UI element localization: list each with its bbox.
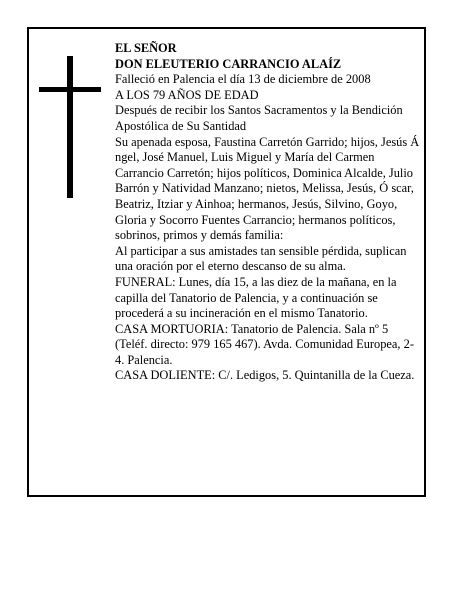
- deceased-name: DON ELEUTERIO CARRANCIO ALAÍZ: [115, 56, 342, 71]
- prayer-request: Al participar a sus amistades tan sensible pérdida, suplican una oración por el eterno descanso de su alma.: [115, 243, 407, 274]
- funeral-info: FUNERAL: Lunes, día 15, a las diez de la mañana, en la capilla del Tanatorio de Palencia, y a continuación se procederá a su incineración en el mismo Tanatorio.: [115, 274, 397, 321]
- deceased-title: EL SEÑOR: [115, 41, 177, 55]
- death-statement: Falleció en Palencia el día 13 de diciembre de 2008: [115, 72, 371, 87]
- obituary-notice: [27, 27, 426, 497]
- mortuary-info: CASA MORTUORIA: Tanatorio de Palencia. Sala nº 5 (Teléf. directo: 979 165 467). Avda. Comunidad Europea, 2-4. Palencia.: [115, 321, 414, 367]
- mourning-home-info: CASA DOLIENTE: C/. Ledigos, 5. Quintanilla de la Cueza.: [115, 368, 415, 383]
- cross-icon-bar: [39, 87, 101, 92]
- obituary-text: [115, 41, 423, 384]
- cross-icon: [67, 56, 73, 198]
- family-list: Su apenada esposa, Faustina Carretón Garrido; hijos, Jesús Á ngel, José Manuel, Luis Miguel y María del Carmen Carrancio Carretón; hijos políticos, Dominica Alcalde, Julio Barrón y Natividad Manzano; nietos, Melissa, Jesús, Ó scar, Beatriz, Itziar y Ainhoa; hermanos, Jesús, Silvino, Goyo, Gloria y Socorro Fuentes Carrancio; hermanos políticos, sobrinos, primos y demás familia:: [115, 134, 420, 243]
- age-statement: A LOS 79 AÑOS DE EDAD: [115, 87, 259, 102]
- sacraments-statement: Después de recibir los Santos Sacramentos y la Bendición Apostólica de Su Santidad: [115, 103, 403, 133]
